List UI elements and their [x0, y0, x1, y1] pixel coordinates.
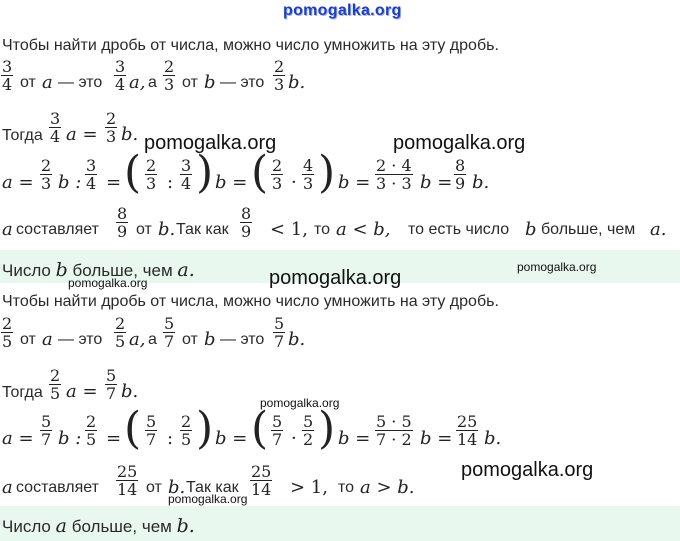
operator: = [106, 428, 122, 449]
answer-text: Число b больше, чем a. [2, 259, 195, 281]
operator: b = [420, 172, 453, 193]
variable: b. [288, 329, 306, 350]
text: а [148, 74, 157, 91]
equation: a = [2, 428, 34, 449]
operator: = [106, 172, 122, 193]
fraction: $\frac{3}{4}$ [115, 57, 126, 94]
operator: · [291, 172, 297, 193]
right-paren: ) [318, 147, 336, 198]
fraction: $\frac{2}{5}$ [181, 412, 192, 449]
text: от [20, 331, 36, 348]
fraction: $\frac{5}{7}$ [164, 314, 175, 351]
operator: b = [215, 428, 248, 449]
right-paren: ) [318, 403, 336, 454]
right-paren: ) [196, 403, 214, 454]
text: от [182, 331, 198, 348]
fraction: $\frac{2}{5}$ [115, 314, 126, 351]
equation: a = [66, 124, 98, 145]
operator: b : [58, 428, 82, 449]
text: Тогда [2, 384, 43, 401]
fraction: $\frac{5}{7}$ [106, 366, 117, 403]
fraction: $\frac{2}{3}$ [106, 109, 117, 146]
watermark: pomogalka.org [269, 267, 402, 289]
operator: : [167, 172, 174, 193]
variable: a. [650, 219, 667, 240]
variable: b [204, 329, 216, 350]
variable: a [2, 477, 13, 498]
comparison: < 1, [270, 219, 308, 240]
watermark: pomogalka.org [68, 276, 148, 290]
intro-text-1: Чтобы найти дробь от числа, можно число умножить на эту дробь. [2, 37, 499, 54]
text: Так как [176, 221, 229, 238]
fraction: $\frac{2}{5}$ [2, 314, 13, 351]
intro-text-2: Чтобы найти дробь от числа, можно число умножить на эту дробь. [2, 293, 499, 310]
operator: b = [338, 172, 371, 193]
variable: b. [158, 219, 176, 240]
text: составляет [16, 479, 99, 496]
fraction: $\frac{8}{9}$ [241, 204, 252, 241]
fraction: $\frac{3}{4}$ [181, 156, 192, 193]
fraction: $\frac{3}{4}$ [86, 156, 97, 193]
fraction: $\frac{25}{14}$ [117, 462, 138, 499]
watermark: pomogalka.org [260, 396, 340, 410]
fraction: $\frac{2}{5}$ [50, 366, 61, 403]
operator: · [291, 428, 297, 449]
watermark-top: pomogalka.org [283, 2, 402, 19]
right-paren: ) [196, 147, 214, 198]
text: составляет [16, 221, 99, 238]
fraction: $\frac{8}{9}$ [117, 204, 128, 241]
fraction: $\frac{2}{3}$ [274, 57, 285, 94]
watermark: pomogalka.org [168, 492, 248, 506]
left-paren: ( [251, 403, 269, 454]
fraction: $\frac{5}{7}$ [146, 412, 157, 449]
fraction: $\frac{3}{4}$ [2, 57, 13, 94]
text: — это [220, 331, 265, 348]
comparison: a < b, [336, 219, 391, 240]
fraction: $\frac{2}{5}$ [86, 412, 97, 449]
variable: a [42, 329, 53, 350]
watermark: pomogalka.org [144, 132, 277, 154]
equation: a = [66, 381, 98, 402]
text: — это [58, 74, 103, 91]
text: от [20, 74, 36, 91]
fraction: $\frac{25}{14}$ [457, 412, 478, 449]
operator: b = [338, 428, 371, 449]
watermark: pomogalka.org [393, 132, 526, 154]
left-paren: ( [251, 147, 269, 198]
operator: b = [420, 428, 453, 449]
fraction: $\frac{8}{9}$ [455, 156, 466, 193]
text: то [338, 479, 355, 496]
variable: b. [472, 172, 490, 193]
watermark: pomogalka.org [461, 459, 594, 481]
text: от [136, 221, 152, 238]
operator: b : [58, 172, 82, 193]
left-paren: ( [124, 403, 142, 454]
text: Так как [186, 479, 239, 496]
variable: a [42, 72, 53, 93]
equation: a = [2, 172, 34, 193]
variable: a [2, 219, 13, 240]
watermark: pomogalka.org [517, 260, 597, 274]
text: — это [220, 74, 265, 91]
text: то есть число [408, 221, 510, 238]
fraction: $\frac{5}{7}$ [274, 314, 285, 351]
fraction: $\frac{4}{3}$ [303, 156, 314, 193]
fraction: $\frac{2}{3}$ [272, 156, 283, 193]
variable: b [204, 72, 216, 93]
text: Тогда [2, 127, 43, 144]
comparison: a > b. [360, 477, 415, 498]
variable: a, [129, 329, 146, 350]
text: от [146, 479, 162, 496]
fraction: $\frac{2}{3}$ [146, 156, 157, 193]
comparison: > 1, [290, 477, 328, 498]
variable: b. [288, 72, 306, 93]
operator: : [167, 428, 174, 449]
fraction: $\frac{5}{7}$ [272, 412, 283, 449]
variable: b. [484, 428, 502, 449]
fraction: $\frac{3}{4}$ [50, 109, 61, 146]
text: — это [58, 331, 103, 348]
variable: b. [121, 381, 139, 402]
answer-text: Число a больше, чем b. [2, 515, 195, 537]
operator: b = [215, 172, 248, 193]
text: больше, чем [541, 221, 636, 238]
variable: b. [121, 124, 139, 145]
fraction: $\frac{2 \cdot 4}{3 \cdot 3}$ [376, 156, 412, 193]
text: то [314, 221, 331, 238]
text: а [148, 331, 157, 348]
fraction: $\frac{2}{3}$ [41, 156, 52, 193]
fraction: $\frac{5}{2}$ [303, 412, 314, 449]
variable: a, [129, 72, 146, 93]
variable: b. [168, 477, 186, 498]
fraction: $\frac{2}{3}$ [164, 57, 175, 94]
variable: b [525, 219, 537, 240]
text: от [182, 74, 198, 91]
fraction: $\frac{5 \cdot 5}{7 \cdot 2}$ [376, 412, 412, 449]
fraction: $\frac{5}{7}$ [41, 412, 52, 449]
left-paren: ( [124, 147, 142, 198]
fraction: $\frac{25}{14}$ [251, 462, 272, 499]
